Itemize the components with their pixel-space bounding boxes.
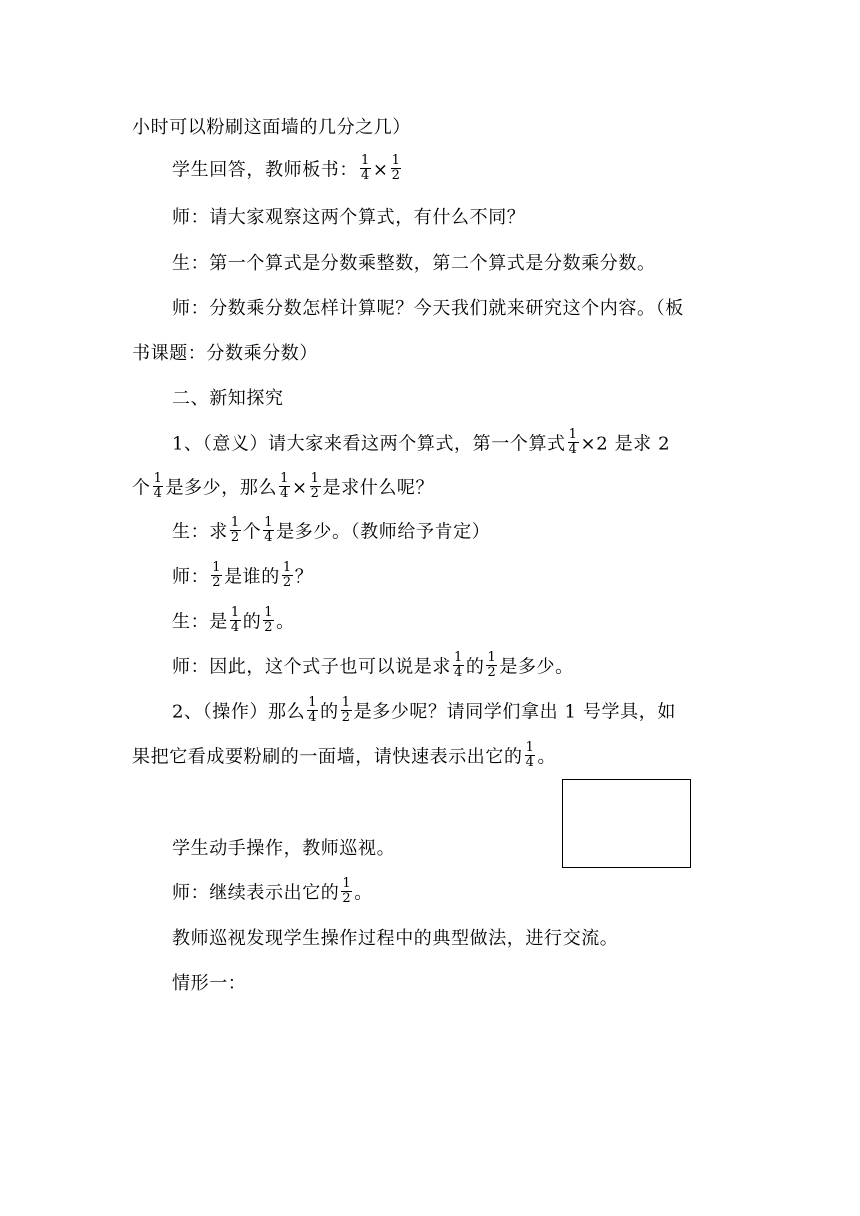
text: 是多少，那么 xyxy=(165,477,278,499)
text: 是求什么呢？ xyxy=(322,477,435,499)
numerator: 1 xyxy=(264,515,274,530)
fraction xyxy=(153,472,164,501)
denominator: 4 xyxy=(280,486,289,501)
fraction xyxy=(263,516,274,545)
operator: × xyxy=(291,477,308,499)
text: 生：求 xyxy=(172,521,228,543)
text-line xyxy=(172,153,403,185)
fraction xyxy=(486,651,497,680)
text: 。 xyxy=(276,611,295,633)
denominator: 2 xyxy=(212,575,222,590)
text: 学生回答，教师板书： xyxy=(172,159,358,181)
denominator: 4 xyxy=(568,442,578,457)
denominator: 4 xyxy=(308,710,318,725)
text: 个 xyxy=(132,477,151,499)
denominator: 4 xyxy=(454,665,463,680)
denominator: 2 xyxy=(230,530,240,545)
text-line xyxy=(172,605,295,637)
denominator: 2 xyxy=(310,486,320,501)
denominator: 4 xyxy=(525,755,535,770)
text: 书课题：分数乘分数） xyxy=(132,343,318,364)
text: ？ xyxy=(294,566,314,588)
operator: × xyxy=(372,159,389,181)
fraction xyxy=(391,154,402,183)
text: 果把它看成要粉刷的一面墙，请快速表示出它的 xyxy=(132,746,523,768)
text: 。 xyxy=(537,746,557,768)
denominator: 4 xyxy=(153,486,163,501)
numerator: 1 xyxy=(568,427,578,442)
numerator: 1 xyxy=(282,560,292,575)
section-heading xyxy=(172,388,284,410)
text: 是多少。（教师给予肯定） xyxy=(276,521,491,543)
text-line xyxy=(172,207,525,229)
text: 是谁的 xyxy=(224,566,280,588)
fraction xyxy=(230,516,241,545)
text-line xyxy=(172,515,491,547)
text-line xyxy=(172,973,246,995)
text: 个 xyxy=(242,521,262,543)
text: 1、（意义）请大家来看这两个算式，第一个算式 xyxy=(172,433,566,455)
fraction xyxy=(282,561,293,590)
text: 的 xyxy=(320,701,339,723)
fraction xyxy=(263,606,274,635)
denominator: 4 xyxy=(361,168,370,183)
text: 小时可以粉刷这面墙的几分之几） xyxy=(132,117,411,138)
text-line xyxy=(172,876,373,908)
numerator: 1 xyxy=(525,740,535,755)
text-line xyxy=(172,253,656,275)
text-line xyxy=(172,695,676,727)
numerator: 1 xyxy=(361,153,370,168)
fraction xyxy=(453,651,464,680)
text: 师： xyxy=(172,566,210,588)
text: ×2 是求 2 xyxy=(580,433,671,455)
numerator: 1 xyxy=(230,605,240,620)
text: 的 xyxy=(242,611,262,633)
text: 生：是 xyxy=(172,611,228,633)
fraction xyxy=(307,696,318,725)
numerator: 1 xyxy=(342,876,352,891)
fraction xyxy=(341,696,352,725)
fraction xyxy=(211,561,222,590)
text: 生：第一个算式是分数乘整数，第二个算式是分数乘分数。 xyxy=(172,253,656,274)
text: 二、新知探究 xyxy=(172,388,284,409)
numerator: 1 xyxy=(310,471,320,486)
text: 师：因此，这个式子也可以说是求 xyxy=(172,656,451,678)
fraction xyxy=(279,472,290,501)
denominator: 2 xyxy=(264,620,274,635)
denominator: 2 xyxy=(282,575,292,590)
text-line xyxy=(172,650,574,682)
fraction xyxy=(230,606,241,635)
text: 学生动手操作，教师巡视。 xyxy=(172,838,396,859)
fraction xyxy=(360,154,371,183)
denominator: 4 xyxy=(230,620,240,635)
text-line xyxy=(172,560,314,592)
numerator: 1 xyxy=(454,650,463,665)
fraction xyxy=(525,741,536,770)
numerator: 1 xyxy=(391,153,401,168)
text-line xyxy=(132,343,318,365)
wall-rectangle xyxy=(562,779,691,868)
text: 的 xyxy=(465,656,485,678)
text-line xyxy=(132,471,435,503)
text: 师：请大家观察这两个算式，有什么不同？ xyxy=(172,207,526,228)
numerator: 1 xyxy=(341,695,351,710)
text-line xyxy=(172,928,618,950)
numerator: 1 xyxy=(264,605,274,620)
text: 教师巡视发现学生操作过程中的典型做法，进行交流。 xyxy=(172,928,619,949)
fraction xyxy=(341,877,352,906)
numerator: 1 xyxy=(487,650,497,665)
numerator: 1 xyxy=(212,560,222,575)
text-line xyxy=(172,427,671,459)
text: 是多少。 xyxy=(499,656,574,678)
numerator: 1 xyxy=(153,471,163,486)
denominator: 4 xyxy=(264,530,274,545)
text: 2、（操作）那么 xyxy=(172,701,306,723)
text-line xyxy=(172,838,395,860)
text: 是多少呢？请同学们拿出 1 号学具，如 xyxy=(353,701,676,723)
denominator: 2 xyxy=(487,665,497,680)
numerator: 1 xyxy=(280,471,289,486)
numerator: 1 xyxy=(308,695,318,710)
denominator: 2 xyxy=(391,168,401,183)
numerator: 1 xyxy=(230,515,240,530)
fraction xyxy=(568,428,579,457)
text-line xyxy=(132,740,557,772)
denominator: 2 xyxy=(342,891,352,906)
text-line xyxy=(172,298,684,320)
text: 情形一： xyxy=(172,973,247,994)
text: 。 xyxy=(354,882,373,904)
text: 师：继续表示出它的 xyxy=(172,882,340,904)
fraction xyxy=(310,472,321,501)
text: 师：分数乘分数怎样计算呢？今天我们就来研究这个内容。（板 xyxy=(172,298,684,319)
denominator: 2 xyxy=(341,710,351,725)
text-line xyxy=(132,117,411,139)
